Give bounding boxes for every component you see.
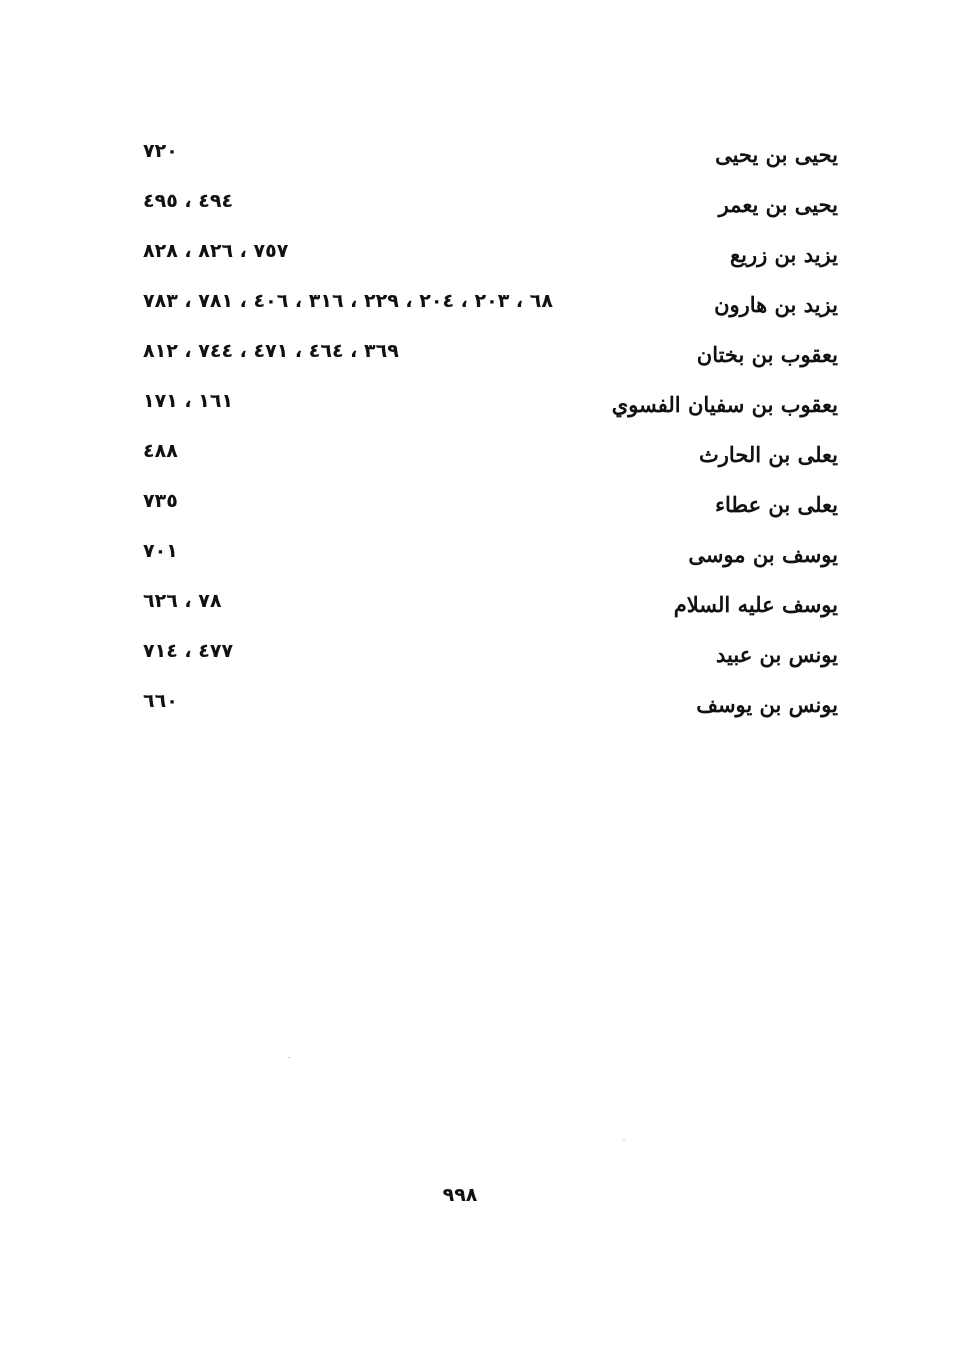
entry-page-refs: ١٦١ ، ١٧١ xyxy=(143,390,234,412)
index-entry xyxy=(0,286,964,336)
index-entry xyxy=(0,136,964,186)
entry-name: يوسف عليه السلام xyxy=(673,592,838,617)
entry-page-refs: ٦٦٠ xyxy=(143,690,178,712)
index-entry xyxy=(0,186,964,236)
entry-name: يوسف بن موسى xyxy=(688,542,838,567)
index-entry xyxy=(0,486,964,536)
index-entry xyxy=(0,536,964,586)
index-entry xyxy=(0,586,964,636)
entry-name: يحيى بن يعمر xyxy=(718,192,838,217)
index-entry xyxy=(0,336,964,386)
scan-speck xyxy=(288,1057,290,1058)
entry-page-refs: ٧٢٠ xyxy=(143,140,178,162)
entry-name: يونس بن عبيد xyxy=(716,642,838,667)
entry-page-refs: ٧٥٧ ، ٨٢٦ ، ٨٢٨ xyxy=(143,240,289,262)
index-entry xyxy=(0,386,964,436)
page-number: ٩٩٨ xyxy=(442,1184,478,1206)
entry-page-refs: ٤٨٨ xyxy=(143,440,178,462)
entry-name: يعلى بن عطاء xyxy=(715,492,838,517)
entry-page-refs: ٤٧٧ ، ٧١٤ xyxy=(143,640,234,662)
entry-name: يزيد بن هارون xyxy=(714,292,838,317)
entry-name: يعقوب بن سفيان الفسوي xyxy=(611,392,838,417)
entry-page-refs: ٣٦٩ ، ٤٦٤ ، ٤٧١ ، ٧٤٤ ، ٨١٢ xyxy=(143,340,399,362)
entry-page-refs: ٤٩٤ ، ٤٩٥ xyxy=(143,190,234,212)
entry-name: يعلى بن الحارث xyxy=(699,442,838,467)
index-entry xyxy=(0,236,964,286)
entry-name: يحيى بن يحيى xyxy=(715,142,838,167)
entry-name: يعقوب بن بختان xyxy=(696,342,838,367)
scan-speck xyxy=(623,1139,625,1140)
entry-page-refs: ٧٣٥ xyxy=(143,490,178,512)
entry-page-refs: ٦٨ ، ٢٠٣ ، ٢٠٤ ، ٢٢٩ ، ٣١٦ ، ٤٠٦ ، ٧٨١ ، ٧٨٣ xyxy=(143,290,553,312)
index-entry xyxy=(0,686,964,736)
entry-name: يزيد بن زريع xyxy=(729,242,838,267)
entry-page-refs: ٧٠١ xyxy=(143,540,178,562)
index-entry xyxy=(0,636,964,686)
index-list xyxy=(0,136,964,736)
index-entry xyxy=(0,436,964,486)
entry-name: يونس بن يوسف xyxy=(696,692,838,717)
entry-page-refs: ٧٨ ، ٦٢٦ xyxy=(143,590,222,612)
